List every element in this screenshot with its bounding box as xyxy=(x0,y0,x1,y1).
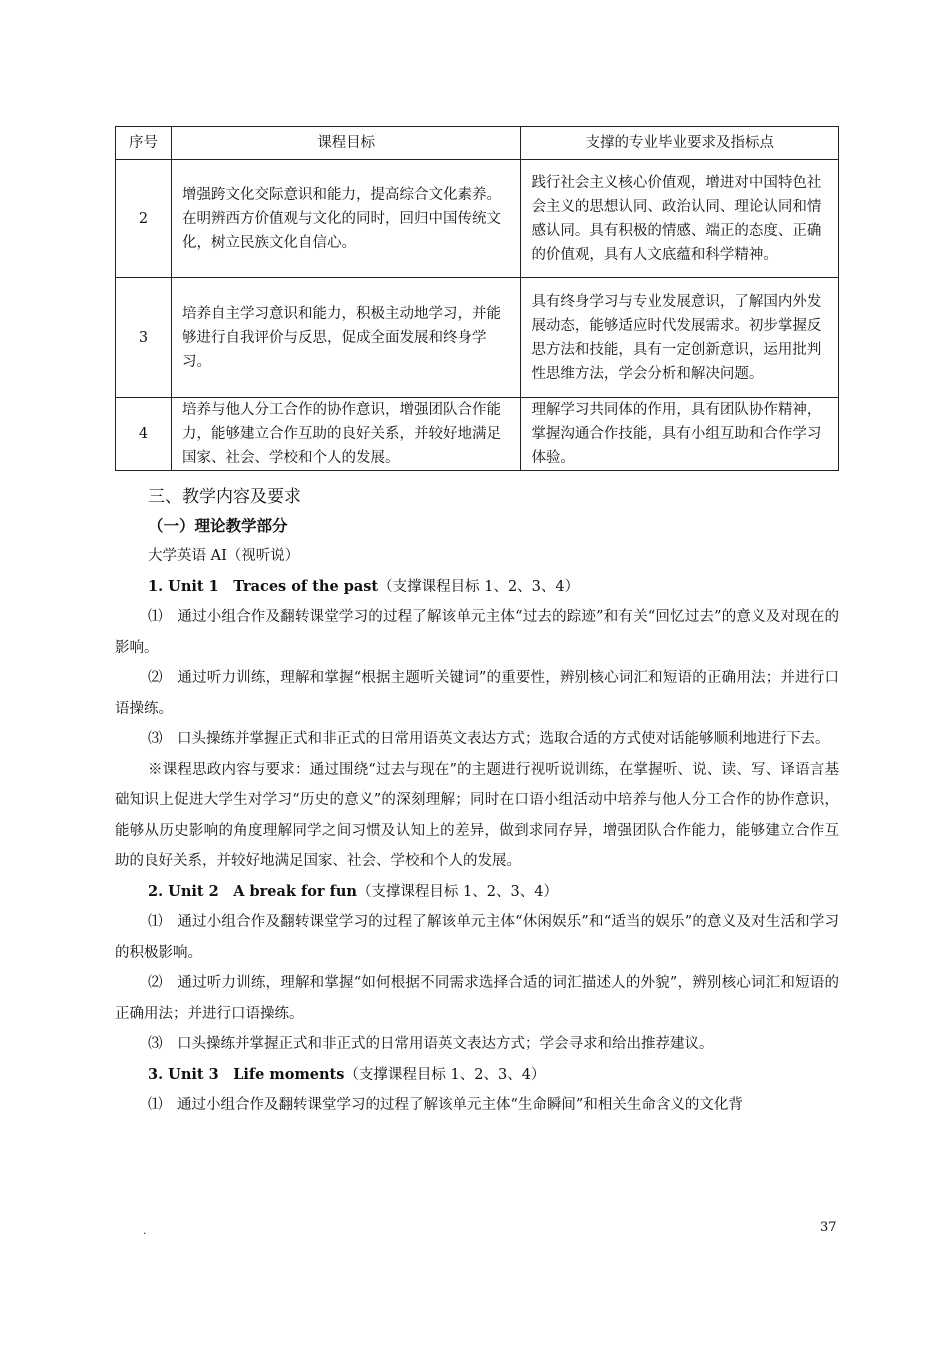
row-number: 4 xyxy=(116,398,172,471)
unit-item: ⑴ 通过小组合作及翻转课堂学习的过程了解该单元主体“生命瞬间”和相关生命含义的文化背 xyxy=(148,1097,743,1113)
unit-title: 1. Unit 1 Traces of the past xyxy=(148,577,379,595)
unit-title: 2. Unit 2 A break for fun xyxy=(148,882,357,900)
unit-heading xyxy=(115,572,839,603)
page-number: 37 xyxy=(820,1220,837,1235)
table-row xyxy=(116,160,839,278)
header-goal: 课程目标 xyxy=(171,127,520,160)
unit-item: ⑵ 通过听力训练，理解和掌握“如何根据不同需求选择合适的词汇描述人的外貌”，辨别核心词汇和短语的正确用法；并进行口语操练。 xyxy=(115,975,839,1022)
unit-heading xyxy=(115,877,839,908)
row-number: 2 xyxy=(116,160,172,278)
unit-item: ⑶ 口头操练并掌握正式和非正式的日常用语英文表达方式；选取合适的方式使对话能够顺利地进行下去。 xyxy=(148,731,830,747)
unit-item: ⑴ 通过小组合作及翻转课堂学习的过程了解该单元主体“休闲娱乐”和“适当的娱乐”的意义及对生活和学习的积极影响。 xyxy=(115,914,839,961)
row-support: 具有终身学习与专业发展意识，了解国内外发展动态，能够适应时代发展需求。初步掌握反思方法和技能，具有一定创新意识，运用批判性思维方法，学会分析和解决问题。 xyxy=(521,278,839,398)
row-support: 践行社会主义核心价值观，增进对中国特色社会主义的思想认同、政治认同、理论认同和情感认同。具有积极的情感、端正的态度、正确的价值观，具有人文底蕴和科学精神。 xyxy=(521,160,839,278)
footer-dot: . xyxy=(143,1224,147,1237)
unit-title: 3. Unit 3 Life moments xyxy=(148,1065,345,1083)
row-goal: 培养自主学习意识和能力，积极主动地学习，并能够进行自我评价与反思，促成全面发展和终身学习。 xyxy=(171,278,520,398)
course-name: 大学英语 AI（视听说） xyxy=(148,548,300,564)
section-title: 三、教学内容及要求 xyxy=(148,487,301,507)
unit-item: ⑴ 通过小组合作及翻转课堂学习的过程了解该单元主体“过去的踪迹”和有关“回忆过去”的意义及对现在的影响。 xyxy=(115,609,839,656)
header-support: 支撑的专业毕业要求及指标点 xyxy=(521,127,839,160)
unit-item: ⑵ 通过听力训练，理解和掌握“根据主题听关键词”的重要性，辨别核心词汇和短语的正确用法；并进行口语操练。 xyxy=(115,670,839,717)
content-body xyxy=(115,541,839,1121)
row-goal: 增强跨文化交际意识和能力，提高综合文化素养。在明辨西方价值观与文化的同时，回归中国传统文化，树立民族文化自信心。 xyxy=(171,160,520,278)
table-header-row xyxy=(116,127,839,160)
unit-support: （支撑课程目标 1、2、3、4） xyxy=(356,883,558,900)
row-goal: 培养与他人分工合作的协作意识，增强团队合作能力，能够建立合作互助的良好关系，并较好地满足国家、社会、学校和个人的发展。 xyxy=(171,398,520,471)
section-subtitle: （一）理论教学部分 xyxy=(148,517,288,535)
table-row xyxy=(116,278,839,398)
unit-support: （支撑课程目标 1、2、3、4） xyxy=(378,578,580,595)
header-number: 序号 xyxy=(116,127,172,160)
unit-item: ⑶ 口头操练并掌握正式和非正式的日常用语英文表达方式；学会寻求和给出推荐建议。 xyxy=(148,1036,714,1052)
row-support: 理解学习共同体的作用，具有团队协作精神，掌握沟通合作技能，具有小组互助和合作学习体验。 xyxy=(521,398,839,471)
ideology-note: ※课程思政内容与要求：通过围绕“过去与现在”的主题进行视听说训练，在掌握听、说、读、写、译语言基础知识上促进大学生对学习“历史的意义”的深刻理解；同时在口语小组活动中培养与他人分工合作的协作意识，能够从历史影响的角度理解同学之间习惯及认知上的差异，做到求同存异，增强团队合作能力，能够建立合作互助的良好关系，并较好地满足国家、社会、学校和个人的发展。 xyxy=(115,761,839,869)
unit-heading xyxy=(115,1060,839,1091)
row-number: 3 xyxy=(116,278,172,398)
unit-support: （支撑课程目标 1、2、3、4） xyxy=(344,1066,546,1083)
course-goals-table xyxy=(115,126,839,471)
table-row xyxy=(116,398,839,471)
